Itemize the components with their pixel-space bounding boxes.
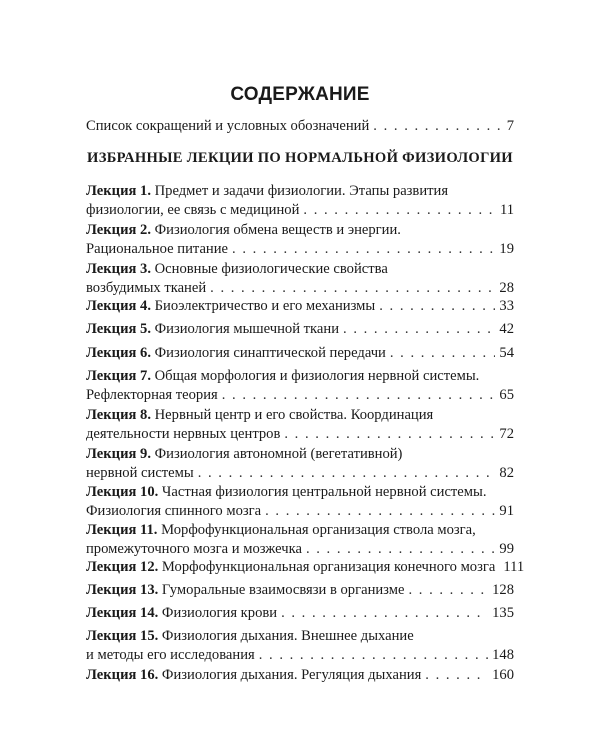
- toc-entry-lecture-7[interactable]: [86, 367, 514, 405]
- lecture-label: Лекция 9.: [86, 446, 151, 462]
- leader-dots: [408, 581, 488, 600]
- leader-dots: [379, 297, 495, 316]
- lecture-title-line1: Гуморальные взаимосвязи в организме: [161, 582, 405, 598]
- lecture-label: Лекция 7.: [86, 368, 151, 384]
- toc-page-number: 160: [492, 667, 514, 683]
- lecture-title-line1: Физиология мышечной ткани: [154, 321, 340, 337]
- toc-page-number: 99: [499, 541, 514, 557]
- lecture-title-line1: Нервный центр и его свойства. Координация: [154, 407, 434, 423]
- toc-entry-lecture-16[interactable]: [86, 666, 514, 685]
- lecture-title-line1: Биоэлектричество и его механизмы: [154, 298, 376, 314]
- section-heading: ИЗБРАННЫЕ ЛЕКЦИИ ПО НОРМАЛЬНОЙ ФИЗИОЛОГИИ: [87, 150, 513, 166]
- lecture-title-line1: Физиология дыхания. Регуляция дыхания: [161, 667, 422, 683]
- leader-dots: [222, 386, 496, 405]
- toc-page-number: 82: [499, 465, 514, 481]
- toc-page-number: 111: [503, 559, 525, 575]
- toc-entry-lecture-10[interactable]: [86, 483, 514, 521]
- lecture-label: Лекция 8.: [86, 407, 151, 423]
- lecture-label: Лекция 15.: [86, 628, 159, 644]
- toc-entry-lecture-9[interactable]: [86, 445, 514, 483]
- page-title: СОДЕРЖАНИЕ: [230, 84, 370, 105]
- lecture-title-line1: Основные физиологические свойства: [154, 261, 388, 277]
- lecture-label: Лекция 11.: [86, 522, 158, 538]
- lecture-title-line1: Физиология автономной (вегетативной): [154, 446, 403, 462]
- toc-page-number: 65: [499, 387, 514, 403]
- toc-page-number: 128: [492, 582, 514, 598]
- lecture-label: Лекция 2.: [86, 222, 151, 238]
- lecture-title-line2: и методы его исследования: [86, 647, 255, 663]
- lecture-label: Лекция 3.: [86, 261, 151, 277]
- leader-dots: [281, 604, 488, 623]
- lecture-title-line2: деятельности нервных центров: [86, 426, 281, 442]
- toc-page-number: 11: [499, 202, 514, 218]
- lecture-label: Лекция 14.: [86, 605, 159, 621]
- lecture-label: Лекция 13.: [86, 582, 159, 598]
- lecture-title-line1: Физиология синаптической передачи: [154, 345, 386, 361]
- lecture-label: Лекция 12.: [86, 559, 159, 575]
- toc-entry-lecture-15[interactable]: [86, 627, 514, 665]
- lecture-title-line1: Предмет и задачи физиологии. Этапы развития: [154, 183, 449, 199]
- lecture-title-line2: промежуточного мозга и мозжечка: [86, 541, 302, 557]
- toc-page-number: 54: [499, 345, 514, 361]
- leader-dots: [259, 646, 488, 665]
- leader-dots: [198, 464, 496, 483]
- leader-dots: [303, 201, 496, 220]
- toc-entry-lecture-8[interactable]: [86, 406, 514, 444]
- toc-page-number: 148: [492, 647, 514, 663]
- lecture-title-line1: Физиология обмена веществ и энергии.: [154, 222, 401, 238]
- toc-entry-abbreviations[interactable]: [86, 117, 514, 136]
- lecture-title-line1: Морфофункциональная организация ствола мозга,: [161, 522, 476, 538]
- lecture-title-line1: Морфофункциональная организация конечного мозга: [161, 559, 496, 575]
- leader-dots: [265, 502, 495, 521]
- toc-entry-lecture-13[interactable]: [86, 581, 514, 600]
- lecture-title-line2: физиологии, ее связь с медициной: [86, 202, 300, 218]
- lecture-title-line1: Физиология крови: [161, 605, 278, 621]
- toc-entry-lecture-4[interactable]: [86, 297, 514, 316]
- toc-page-number: 42: [499, 321, 514, 337]
- leader-dots: [373, 117, 500, 136]
- lecture-title-line1: Физиология дыхания. Внешнее дыхание: [161, 628, 414, 644]
- lecture-label: Лекция 10.: [86, 484, 159, 500]
- lecture-title-line2: нервной системы: [86, 465, 194, 481]
- lecture-title-line1: Частная физиология центральной нервной системы.: [161, 484, 487, 500]
- lecture-title-line2: Рефлекторная теория: [86, 387, 218, 403]
- lecture-label: Лекция 16.: [86, 667, 159, 683]
- toc-entry-lecture-3[interactable]: [86, 260, 514, 298]
- toc-entry-lecture-11[interactable]: [86, 521, 514, 559]
- leader-dots: [284, 425, 495, 444]
- toc-page-number: 28: [499, 280, 514, 296]
- toc-entry-lecture-5[interactable]: [86, 320, 514, 339]
- toc-entry-lecture-12[interactable]: [86, 558, 525, 577]
- lecture-label: Лекция 4.: [86, 298, 151, 314]
- toc-page-number: 72: [499, 426, 514, 442]
- lecture-title-line2: Физиология спинного мозга: [86, 503, 262, 519]
- leader-dots: [306, 540, 495, 559]
- toc-page-number: 19: [499, 241, 514, 257]
- toc-entry-lecture-14[interactable]: [86, 604, 514, 623]
- toc-page-number: 33: [499, 298, 514, 314]
- lecture-title-line2: возбудимых тканей: [86, 280, 207, 296]
- lecture-title-line2: Рациональное питание: [86, 241, 229, 257]
- lecture-title-line1: Общая морфология и физиология нервной системы.: [154, 368, 480, 384]
- leader-dots: [390, 344, 496, 363]
- toc-page-number: 135: [492, 605, 514, 621]
- leader-dots: [232, 240, 495, 259]
- leader-dots: [425, 666, 488, 685]
- toc-entry-lecture-2[interactable]: [86, 221, 514, 259]
- lecture-label: Лекция 5.: [86, 321, 151, 337]
- toc-entry-lecture-6[interactable]: [86, 344, 514, 363]
- leader-dots: [343, 320, 495, 339]
- toc-page-number: 7: [506, 118, 514, 134]
- lecture-label: Лекция 6.: [86, 345, 151, 361]
- toc-entry-text: Список сокращений и условных обозначений: [86, 118, 370, 134]
- leader-dots: [210, 279, 495, 298]
- toc-entry-lecture-1[interactable]: [86, 182, 514, 220]
- toc-page-number: 91: [499, 503, 514, 519]
- lecture-label: Лекция 1.: [86, 183, 151, 199]
